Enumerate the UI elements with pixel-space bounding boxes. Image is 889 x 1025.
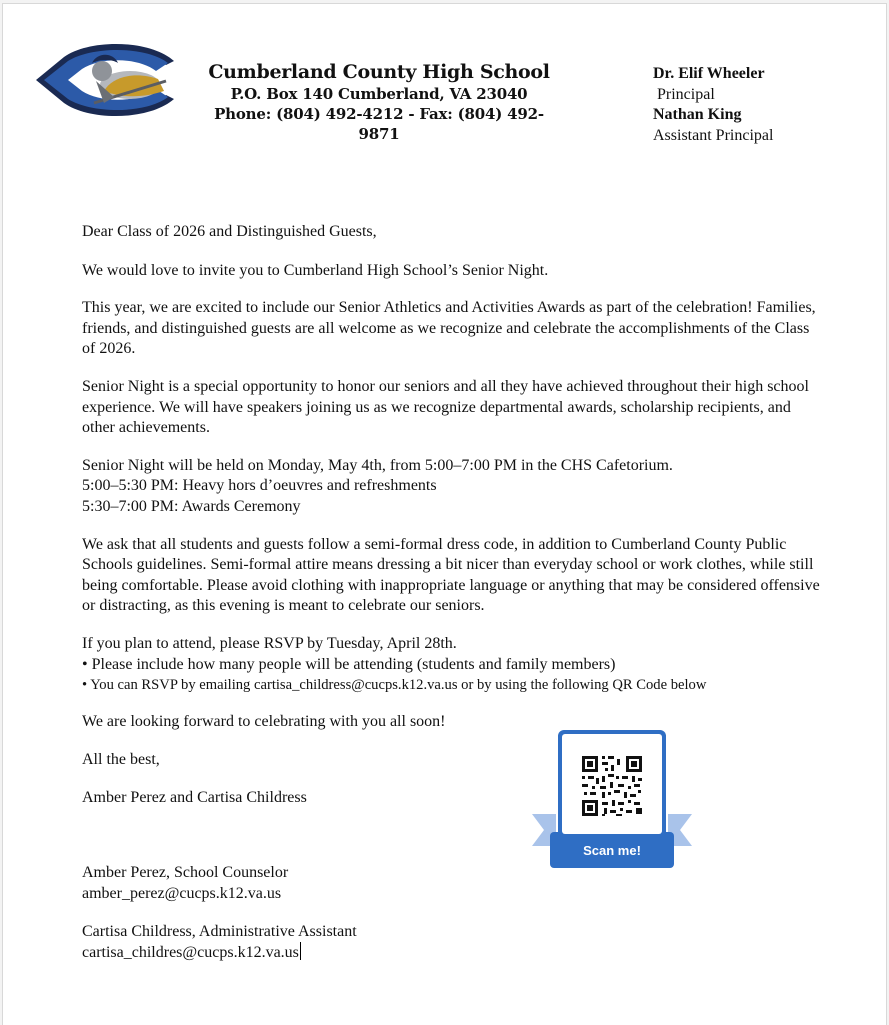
paragraph-senior-night[interactable]: Senior Night is a special opportunity to honor our seniors and all they have achieved throughout their high school experience. We will have speakers joining us as we recognize departmental awards, scholarship recipients, and other achievements. [82, 377, 809, 437]
cavaliers-logo [34, 41, 176, 119]
school-name: Cumberland County High School [208, 61, 550, 83]
event-details[interactable]: Senior Night will be held on Monday, May 4th, from 5:00–7:00 PM in the CHS Cafetorium. [82, 456, 673, 474]
schedule-item[interactable]: 5:30–7:00 PM: Awards Ceremony [82, 497, 301, 515]
qr-code-badge[interactable] [530, 728, 694, 870]
rsvp-bullet[interactable]: • Please include how many people will be attending (students and family members) [82, 655, 616, 673]
paragraph-invite[interactable]: We would love to invite you to Cumberland High School’s Senior Night. [82, 261, 549, 279]
assistant-principal-name: Nathan King [653, 106, 742, 124]
principal-title: Principal [657, 85, 715, 103]
closing-line[interactable]: We are looking forward to celebrating with you all soon! [82, 712, 446, 730]
school-address: P.O. Box 140 Cumberland, VA 23040 [230, 85, 528, 103]
staff-block [653, 64, 773, 147]
schedule-item[interactable]: 5:00–5:30 PM: Heavy hors d’oeuvres and refreshments [82, 477, 437, 495]
principal-name: Dr. Elif Wheeler [653, 65, 765, 82]
paragraph-dress-code[interactable]: We ask that all students and guests follow a semi-formal dress code, in addition to Cumberland County Public Schools guidelines. Semi-formal attire means dressing a bit nicer than everyday school or work clothes, while still being comfortable. Please avoid clothing with inappropriate language or anything that may be considered offensive or distracting, as this evening is meant to celebrate our seniors. [82, 535, 820, 615]
text-cursor [300, 942, 302, 960]
signers[interactable]: Amber Perez and Cartisa Childress [82, 788, 307, 806]
rsvp-line[interactable]: If you plan to attend, please RSVP by Tuesday, April 28th. [82, 634, 457, 652]
contact-email[interactable]: amber_perez@cucps.k12.va.us [82, 885, 282, 903]
school-header [199, 60, 559, 144]
letter-body[interactable] [82, 222, 822, 964]
salutation[interactable]: Dear Class of 2026 and Distinguished Guests, [82, 223, 377, 240]
document-page [2, 3, 887, 1025]
contact-name-title[interactable]: Cartisa Childress, Administrative Assistant [82, 922, 357, 940]
qr-badge-label: Scan me! [583, 843, 641, 858]
rsvp-bullet[interactable]: • You can RSVP by emailing cartisa_childress@cucps.k12.va.us or by using the following QR Code below [82, 677, 707, 694]
sign-off[interactable]: All the best, [82, 751, 160, 769]
contact-email[interactable]: cartisa_childres@cucps.k12.va.us [82, 942, 822, 964]
paragraph-awards[interactable]: This year, we are excited to include our Senior Athletics and Activities Awards as part of the celebration! Families, friends, and distinguished guests are all welcome as we recognize and celebrate the accomplishments of the Class of 2026. [82, 299, 816, 358]
assistant-principal-title: Assistant Principal [653, 127, 774, 145]
school-phone-fax: Phone: (804) 492-4212 - Fax: (804) 492-9871 [214, 105, 544, 143]
contact-name-title[interactable]: Amber Perez, School Counselor [82, 864, 289, 882]
